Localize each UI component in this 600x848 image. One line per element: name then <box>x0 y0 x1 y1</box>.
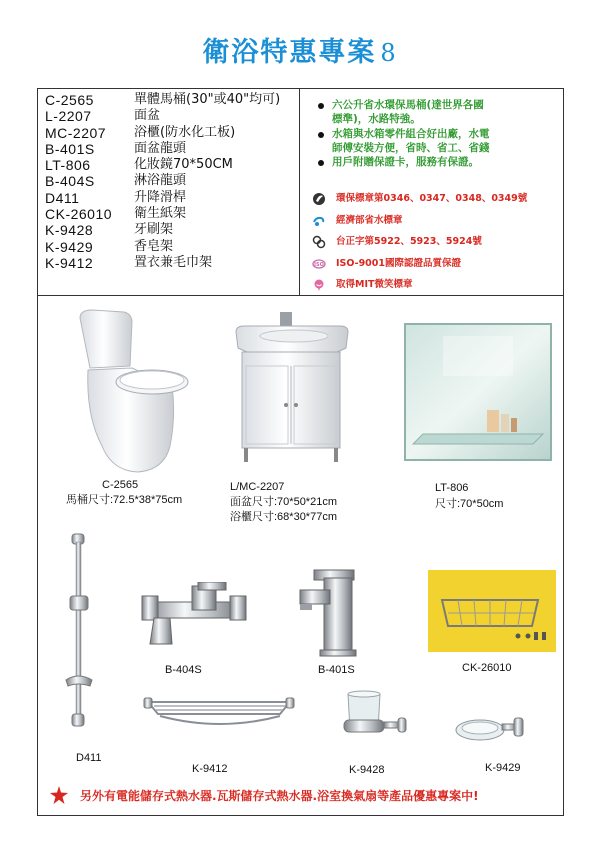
cabinet-size: 浴櫃尺寸:68*30*77cm <box>230 511 337 523</box>
item-code: L-2207 <box>45 108 92 125</box>
cert-item <box>312 192 562 206</box>
svg-text:ISO: ISO <box>314 262 324 268</box>
paper-holder-image <box>428 570 556 652</box>
bullet-icon <box>318 132 324 138</box>
mirror-code: LT-806 <box>435 482 469 494</box>
basin-tap-code: B-401S <box>318 664 355 676</box>
item-name: 面盆 <box>134 108 161 124</box>
item-code: B-401S <box>45 140 95 157</box>
feature-line: 水箱與水箱零件組合好出廠，水電 <box>332 127 490 140</box>
toilet-code: C-2565 <box>102 479 139 491</box>
list-item <box>45 190 295 206</box>
item-name: 面盆龍頭 <box>134 140 187 156</box>
feature-line: 師傅安裝方便，省時、省工、省錢 <box>332 141 490 154</box>
towel-rack-image <box>140 692 300 746</box>
basin-tap-image <box>298 568 362 658</box>
cert-text: 環保標章第0346、0347、0348、0349號 <box>336 193 528 204</box>
item-name: 置衣兼毛巾架 <box>134 254 213 270</box>
footer-text: 另外有電能儲存式熱水器.瓦斯儲存式熱水器.浴室換氣扇等產品優惠專案中! <box>80 789 479 803</box>
item-name: 浴櫃(防水化工板) <box>134 124 236 140</box>
cert-text: 取得MIT微笑標章 <box>336 279 413 290</box>
slide-bar-code: D411 <box>76 752 102 764</box>
slide-bar-image <box>62 532 98 732</box>
item-code: K-9412 <box>45 254 94 271</box>
tumbler-code: K-9428 <box>349 764 385 776</box>
footer-note <box>50 786 570 804</box>
cert-text: 經濟部省水標章 <box>336 215 403 226</box>
toilet-image <box>72 306 190 476</box>
item-code: B-404S <box>45 173 95 190</box>
item-code: C-2565 <box>45 92 94 108</box>
feature-line: 標準)，水路特強。 <box>332 113 421 126</box>
feature-line: 用戶附贈保證卡，服務有保證。 <box>332 156 479 169</box>
item-code: K-9429 <box>45 238 94 255</box>
shower-tap-code: B-404S <box>165 664 202 676</box>
list-item <box>45 222 295 238</box>
item-name: 淋浴龍頭 <box>134 173 187 189</box>
item-name: 單體馬桶(30"或40"均可) <box>134 92 281 107</box>
page-title <box>0 30 600 69</box>
item-code: K-9428 <box>45 222 94 239</box>
eco-label-icon <box>312 192 326 206</box>
water-saving-icon <box>312 214 326 228</box>
cert-item <box>312 278 562 292</box>
cert-item <box>312 257 562 271</box>
cert-text: 台正字第5922、5923、5924號 <box>336 236 482 247</box>
cert-item <box>312 235 562 249</box>
feature-item <box>318 127 558 156</box>
star-icon <box>50 786 68 804</box>
list-item <box>45 206 295 222</box>
horizontal-divider <box>37 295 564 296</box>
list-item <box>45 92 295 108</box>
cert-text: ISO-9001國際認證品質保證 <box>336 258 462 269</box>
item-code: CK-26010 <box>45 206 113 223</box>
soap-dish-image <box>452 708 526 748</box>
list-item <box>45 255 295 271</box>
soap-dish-code: K-9429 <box>485 762 521 774</box>
item-code: LT-806 <box>45 157 91 174</box>
basin-size: 面盆尺寸:70*50*21cm <box>230 496 337 508</box>
list-item <box>45 239 295 255</box>
product-list <box>45 92 295 271</box>
cert-item <box>312 214 562 228</box>
vertical-divider <box>299 88 300 295</box>
iso-icon <box>312 257 326 271</box>
item-code: MC-2207 <box>45 124 107 141</box>
shower-tap-image <box>140 582 248 646</box>
list-item <box>45 157 295 173</box>
basin-cabinet-image <box>232 310 352 465</box>
feature-item <box>318 98 558 127</box>
mirror-size: 尺寸:70*50cm <box>435 498 504 510</box>
bullet-icon <box>318 160 324 166</box>
list-item <box>45 125 295 141</box>
list-item <box>45 173 295 189</box>
mirror-image <box>403 322 553 462</box>
feature-list <box>318 98 558 169</box>
item-code: D411 <box>45 189 80 206</box>
mit-smile-icon <box>312 278 326 292</box>
cabinet-code: L/MC-2207 <box>230 481 285 493</box>
feature-item <box>318 155 558 169</box>
bullet-icon <box>318 103 324 109</box>
list-item <box>45 108 295 124</box>
tumbler-holder-image <box>340 690 410 750</box>
feature-line: 六公升省水環保馬桶(達世界各國 <box>332 99 484 111</box>
paper-holder-code: CK-26010 <box>462 662 512 674</box>
item-name: 升降滑桿 <box>134 189 187 205</box>
title-text: 衛浴特惠專案 <box>202 37 377 68</box>
item-name: 衛生紙架 <box>134 206 187 222</box>
item-name: 牙刷架 <box>134 222 174 238</box>
title-number: 8 <box>380 39 398 67</box>
toilet-size: 馬桶尺寸:72.5*38*75cm <box>66 494 183 506</box>
cns-mark-icon <box>312 235 326 249</box>
list-item <box>45 141 295 157</box>
item-name: 香皂架 <box>134 238 174 254</box>
item-name: 化妝鏡70*50CM <box>134 157 233 173</box>
towel-rack-code: K-9412 <box>192 763 228 775</box>
